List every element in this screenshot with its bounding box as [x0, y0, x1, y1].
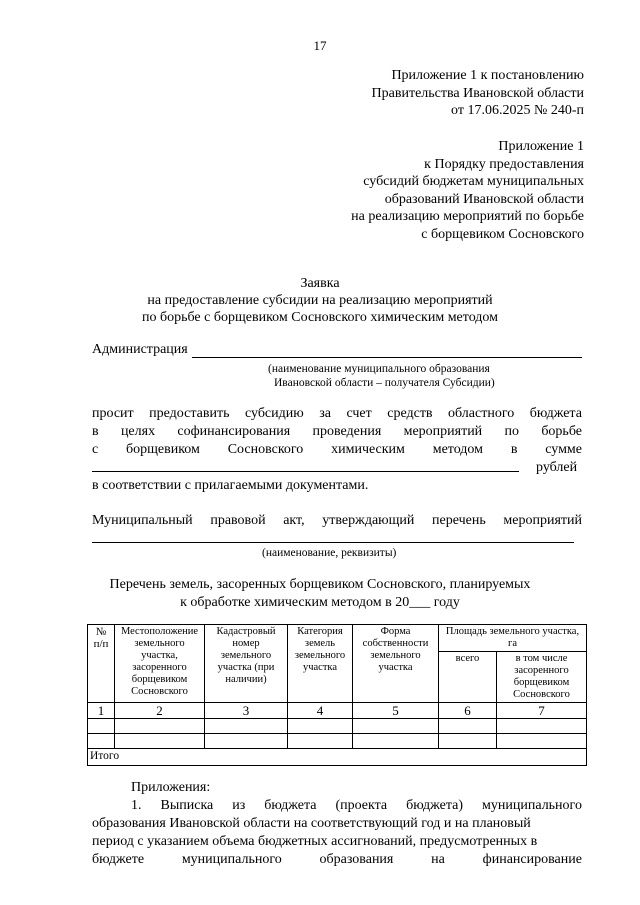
appendix-header-line: на реализацию мероприятий по борьбе	[351, 209, 584, 224]
administration-name-field[interactable]	[192, 344, 582, 358]
resolution-header	[372, 67, 584, 120]
appendix-header-line: субсидий бюджетам муниципальных	[363, 174, 584, 189]
header-area-total: всего	[439, 652, 497, 703]
word: 1.	[131, 798, 142, 813]
word: по	[504, 424, 519, 439]
legal-act-hint: (наименование, реквизиты)	[262, 547, 397, 559]
administration-label: Администрация	[92, 342, 188, 357]
word: бюджете	[92, 852, 145, 867]
table-cell[interactable]	[497, 734, 587, 749]
word: с	[92, 442, 99, 457]
header-category: Категория земель земельного участка	[288, 625, 353, 703]
request-line-1	[92, 406, 582, 422]
page-number: 17	[313, 38, 327, 53]
column-number: 6	[439, 703, 497, 719]
table-cell[interactable]	[353, 719, 439, 734]
table-row	[88, 734, 587, 749]
word: правовой	[210, 513, 266, 528]
word: счет	[346, 406, 372, 421]
request-line-3	[92, 442, 582, 458]
table-cell[interactable]	[288, 734, 353, 749]
word: бюджета	[529, 406, 582, 421]
amount-field[interactable]	[92, 458, 519, 472]
appendix-header-line: к Порядку предоставления	[424, 156, 584, 172]
currency-label: рублей	[536, 460, 578, 475]
word: субсидию	[244, 406, 304, 421]
column-number: 4	[288, 703, 353, 719]
header-location: Местоположение земельного участка, засоренного борщевиком Сосновского	[115, 625, 205, 703]
word: в	[92, 424, 99, 439]
attachments-title: Приложения:	[131, 780, 211, 795]
word: методом	[432, 442, 484, 457]
table-cell[interactable]	[88, 734, 115, 749]
table-cell[interactable]	[439, 719, 497, 734]
header-ownership: Форма собственности земельного участка	[353, 625, 439, 703]
resolution-header-line: Приложение 1 к постановлению	[391, 68, 584, 83]
list-title-line: к обработке химическим методом в 20___ году	[180, 595, 460, 610]
request-line-2	[92, 424, 582, 440]
word: сумме	[545, 442, 582, 457]
word: мероприятий	[503, 513, 582, 528]
word: бюджета)	[406, 798, 464, 813]
request-line-5: в соответствии с прилагаемыми документами.	[92, 478, 369, 493]
word: софинансирования	[177, 424, 291, 439]
attachment-item-1-line-1	[131, 798, 582, 814]
table-cell[interactable]	[205, 719, 288, 734]
column-number: 2	[115, 703, 205, 719]
word: (проекта	[335, 798, 388, 813]
table-cell[interactable]	[497, 719, 587, 734]
word: просит	[92, 406, 134, 421]
administration-row	[92, 342, 582, 358]
word: бюджета	[264, 798, 317, 813]
column-number: 7	[497, 703, 587, 719]
appendix-header-line: Приложение 1	[498, 139, 584, 154]
word: акт,	[283, 513, 305, 528]
list-title-line: Перечень земель, засоренных борщевиком Сосновского, планируемых	[109, 577, 531, 592]
header-area-infested: в том числе засоренного борщевиком Сосновского	[497, 652, 587, 703]
total-label: Итого	[88, 749, 587, 766]
resolution-header-line: Правительства Ивановской области	[371, 85, 584, 101]
appendix-header-line: с борщевиком Сосновского	[421, 226, 584, 242]
document-title-line: по борьбе с борщевиком Сосновского химическим методом	[141, 310, 499, 325]
word: борьбе	[541, 424, 582, 439]
word: Сосновского	[227, 442, 304, 457]
document-title-line: Заявка	[300, 276, 340, 291]
word: перечень	[432, 513, 486, 528]
word: из	[232, 798, 246, 813]
document-title-line: на предоставление субсидии на реализацию мероприятий	[147, 293, 493, 308]
word: мероприятий	[403, 424, 483, 439]
word: проведения	[312, 424, 382, 439]
attachment-item-1-line-2: образования Ивановской области на соответствующий год и на плановый	[92, 816, 531, 831]
table-cell[interactable]	[115, 734, 205, 749]
legal-act-field[interactable]	[92, 530, 574, 543]
word: муниципального	[482, 798, 582, 813]
list-title	[0, 576, 640, 612]
word: на	[431, 852, 445, 867]
header-num: № п/п	[88, 625, 115, 703]
legal-act-line	[92, 513, 582, 529]
word: образования	[319, 852, 394, 867]
table-cell[interactable]	[439, 734, 497, 749]
word: Муниципальный	[92, 513, 193, 528]
word: за	[319, 406, 331, 421]
word: утверждающий	[322, 513, 415, 528]
column-number: 5	[353, 703, 439, 719]
table-row	[88, 719, 587, 734]
lands-table	[87, 624, 587, 766]
word: в	[510, 442, 518, 457]
word: областного	[448, 406, 515, 421]
table-cell[interactable]	[115, 719, 205, 734]
appendix-header	[351, 138, 584, 243]
word: целях	[120, 424, 156, 439]
attachment-item-1-line-3: период с указанием объема бюджетных ассигнований, предусмотренных в	[92, 834, 538, 849]
word: химическим	[331, 442, 405, 457]
resolution-header-line: от 17.06.2025 № 240-п	[451, 103, 584, 118]
appendix-header-line: образований Ивановской области	[384, 191, 584, 207]
table-header-row	[88, 625, 587, 652]
table-cell[interactable]	[88, 719, 115, 734]
word: борщевиком	[126, 442, 200, 457]
total-row	[88, 749, 587, 766]
attachment-item-1-line-4	[92, 852, 582, 868]
word: Выписка	[160, 798, 214, 813]
table-cell[interactable]	[288, 719, 353, 734]
header-cadastral: Кадастровый номер земельного участка (при наличии)	[205, 625, 288, 703]
header-area: Площадь земельного участка, га	[439, 625, 587, 652]
column-number: 1	[88, 703, 115, 719]
word: предоставить	[149, 406, 230, 421]
document-title	[0, 275, 640, 326]
word: финансирование	[482, 852, 582, 867]
table-cell[interactable]	[205, 734, 288, 749]
column-number: 3	[205, 703, 288, 719]
word: средств	[387, 406, 433, 421]
administration-hint: Ивановской области – получателя Субсидии)	[274, 377, 495, 389]
word: муниципального	[181, 852, 282, 867]
table-cell[interactable]	[353, 734, 439, 749]
column-number-row	[88, 703, 587, 719]
administration-hint: (наименование муниципального образования	[268, 363, 490, 375]
